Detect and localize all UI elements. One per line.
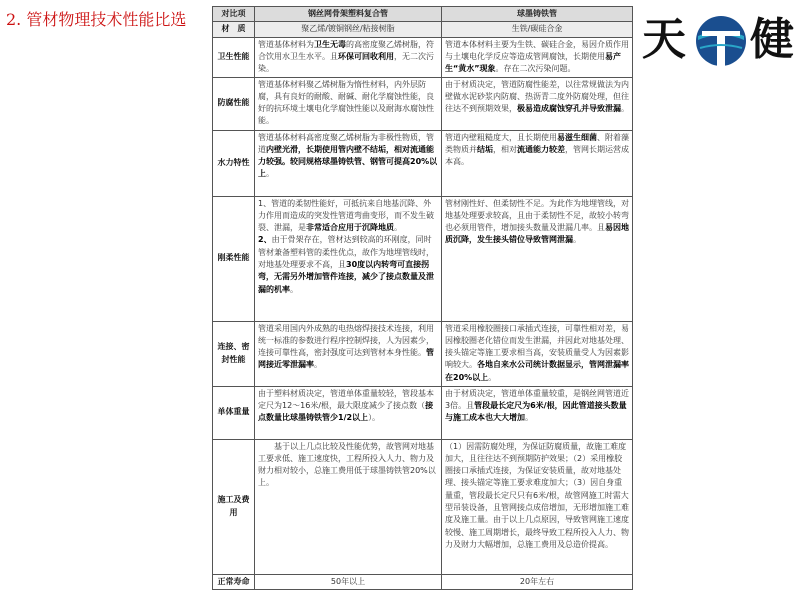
row-label: 刚柔性能 — [213, 196, 255, 321]
emphasis-text: 管网接近零泄漏率 — [258, 348, 434, 370]
cell-b — [442, 321, 633, 386]
emphasis-text: 易产生“黄水”现象 — [445, 51, 621, 74]
cell-a — [255, 574, 442, 589]
emphasis-text: 环保可回收利用 — [338, 51, 394, 61]
cell-text: 20年左右 — [519, 576, 555, 586]
cell-a — [255, 37, 442, 77]
cell-text: 管道基体材料为 — [258, 39, 314, 49]
cell-text: 管道基体材料高密度聚乙烯树脂为非极性物质，管道 — [258, 132, 434, 154]
table-header-row — [213, 7, 633, 22]
cell-a — [255, 439, 442, 574]
table-row-construction-cost — [213, 439, 633, 574]
cell-text: ）。 — [368, 413, 381, 423]
emphasis-text: 结垢 — [477, 144, 493, 154]
emphasis-text: 2、 — [258, 235, 272, 245]
cell-a — [255, 196, 442, 321]
cell-b — [442, 386, 633, 439]
cell-b — [442, 37, 633, 77]
cell-text: 。 — [266, 169, 274, 179]
cell-text: 由于材质决定，管道防腐性能差，以往常规做法为内壁做水泥砂浆内防腐、热沥青二度外防腐处理，但往往达不到预期效果， — [445, 79, 629, 114]
cell-text: 。 — [525, 413, 533, 423]
header-item: 对比项 — [213, 7, 255, 22]
cell-text: 管道本体材料主要为生铁、碳硅合金，易因介质作用与土壤电化学反应等造成管网腐蚀，长期使用 — [445, 39, 629, 61]
table-row-hydraulic — [213, 130, 633, 196]
cell-text: 管道基体材料聚乙烯树脂为惰性材料，内外层防腐，具有良好的耐酸、耐碱、耐化学腐蚀性能，良好的抗环境土壤电化学腐蚀性能以及耐海水腐蚀性能。 — [258, 79, 434, 126]
cell-text: 管道采用橡胶圈接口承插式连接，可靠性相对差，易因橡胶圈老化错位而发生泄漏，并因此对地基处理、接头锚定等施工要求相当高，安装质量受人为因素影响较大。 — [445, 323, 629, 370]
cell-text: ，管网长期运营成本高。 — [445, 144, 629, 167]
emphasis-text: 内壁光滑，长期使用管内壁不结垢，相对流通能力较强。较同规格球墨铸铁管、钢管可提高20%以上 — [258, 144, 438, 179]
cell-text: 管道采用国内外成熟的电热熔焊接技术连接，利用统一标准的参数进行程序控制焊接，人为因素少，连接可靠性高，密封强度可达到管材本身性能。 — [258, 323, 434, 358]
cell-text: 管道内壁粗糙度大，且长期使用 — [445, 132, 557, 142]
table-row-material — [213, 22, 633, 37]
cell-b — [442, 130, 633, 196]
row-label: 水力特性 — [213, 130, 255, 196]
cell-text: 。 — [621, 104, 629, 114]
comparison-table — [212, 6, 633, 590]
cell-text: 的高密度聚乙烯树脂，符合饮用水卫生水平。且 — [258, 39, 434, 61]
row-label: 单体重量 — [213, 386, 255, 439]
row-label: 材 质 — [213, 22, 255, 37]
header-ductile-iron-pipe: 球墨铸铁管 — [442, 7, 633, 22]
emphasis-text: 易因地质沉降，发生接头错位导致管网泄漏 — [445, 223, 629, 245]
emphasis-text: 30度以内转弯可直接拐弯，无需另外增加管件连接，减少了接点数量及泄漏的机率 — [258, 260, 434, 294]
table-row-hygiene — [213, 37, 633, 77]
emphasis-text: 各地自来水公司统计数据显示，管网泄漏率在20%以上 — [445, 360, 629, 382]
logo-char-right: 健 — [750, 14, 794, 65]
cell-text: 基于以上几点比较及性能优势，故管网对地基工要求低、施工速度快，工程所投入人力、物力及财力相对较小，总施工费用低于球墨铸铁管20%以上。 — [258, 441, 436, 488]
cell-a — [255, 386, 442, 439]
header-steel-mesh-pipe: 钢丝网骨架塑料复合管 — [255, 7, 442, 22]
cell-text: 管材刚性好、但柔韧性不足。为此作为地埋管线，对地基处理要求较高，且由于柔韧性不足，故较小转弯也必须用管件，增加接头数量及泄漏几率。且 — [445, 198, 629, 233]
cell-text: （1）因需防腐处理，为保证防腐质量，故施工难度加大，且往往达不到预期防护效果；（2）采用橡胶圈接口承插式连接，为保证安装质量，故对地基处理、接头锚定等施工要求难度加大；（3）因自身重量重，管段最长定尺只有6米/根，故管网施工时需大型吊装设备，且管网接点成倍增加，无形增加施工难度及施工量。由于以上几点原因，导致管网施工速度较慢、施工周期增长，最终导致工程所投入人力、物力及财力大幅增加，总施工费用及总造价提高。 — [445, 441, 629, 549]
cell-text: 。 — [488, 372, 497, 382]
logo-char-left: 天 — [642, 14, 686, 65]
table-row-anticorrosion — [213, 77, 633, 130]
row-label: 施工及费用 — [213, 439, 255, 574]
row-label: 卫生性能 — [213, 37, 255, 77]
row-label: 连接、密封性能 — [213, 321, 255, 386]
cell-text: 由于塑料材质决定，管道单体重量较轻，管段基本定尺为12～16米/根，最大限度减少了接点数（ — [258, 388, 434, 410]
row-label: 防腐性能 — [213, 77, 255, 130]
cell-b — [442, 196, 633, 321]
cell-text: 。 — [573, 235, 581, 245]
emphasis-text: 接点数量比球墨铸铁管少1/2以上 — [258, 400, 434, 423]
cell-a: 聚乙烯/镀铜钢丝/粘接树脂 — [255, 22, 442, 37]
cell-text: 50年以上 — [330, 576, 366, 586]
cell-text: 。 — [290, 284, 298, 294]
emphasis-text: 流通能力较差 — [517, 144, 565, 154]
emphasis-text: 极易造成腐蚀穿孔并导致泄漏 — [517, 104, 621, 114]
cell-text: 由于骨架存在，管材达到较高的环刚度，同时管材兼备塑料管的柔性优点，故作为地埋管线时，对地基处理要求不高，且 — [258, 235, 434, 270]
table-row-lifespan — [213, 574, 633, 589]
cell-text: 。存在二次污染问题。 — [495, 64, 576, 74]
logo-emblem-icon — [694, 14, 748, 68]
emphasis-text: 卫生无毒 — [314, 39, 346, 49]
cell-a — [255, 77, 442, 130]
emphasis-text: 管段最长定尺为6米/根，因此管道接头数量与施工成本也大大增加 — [445, 400, 627, 423]
cell-text: ，相对 — [493, 144, 517, 154]
table-row-rigidity — [213, 196, 633, 321]
table-row-weight — [213, 386, 633, 439]
cell-text: 。 — [394, 223, 402, 233]
cell-b — [442, 439, 633, 574]
company-logo — [640, 10, 798, 76]
cell-b: 生铁/碳硅合金 — [442, 22, 633, 37]
cell-a — [255, 321, 442, 386]
row-label: 正常寿命 — [213, 574, 255, 589]
cell-b — [442, 77, 633, 130]
cell-text: ，无二次污染。 — [258, 51, 434, 74]
slide-title: 2. 管材物理技术性能比选 — [6, 10, 187, 29]
cell-text: 、附着藻类物质并 — [445, 132, 629, 154]
cell-b — [442, 574, 633, 589]
cell-a — [255, 130, 442, 196]
emphasis-text: 易滋生细菌 — [557, 132, 597, 142]
table-row-sealing — [213, 321, 633, 386]
cell-text: 由于材质决定，管道单体重量较重，是钢丝网管道近3倍。且 — [445, 388, 629, 410]
cell-text: 。 — [314, 360, 322, 370]
emphasis-text: 非常适合应用于沉降地质 — [306, 223, 394, 233]
cell-text: 1、管道的柔韧性能好，可抵抗来自地基沉降、外力作用而造成的突发性管道弯曲变形，而不发生破裂、泄漏，是 — [258, 198, 434, 233]
